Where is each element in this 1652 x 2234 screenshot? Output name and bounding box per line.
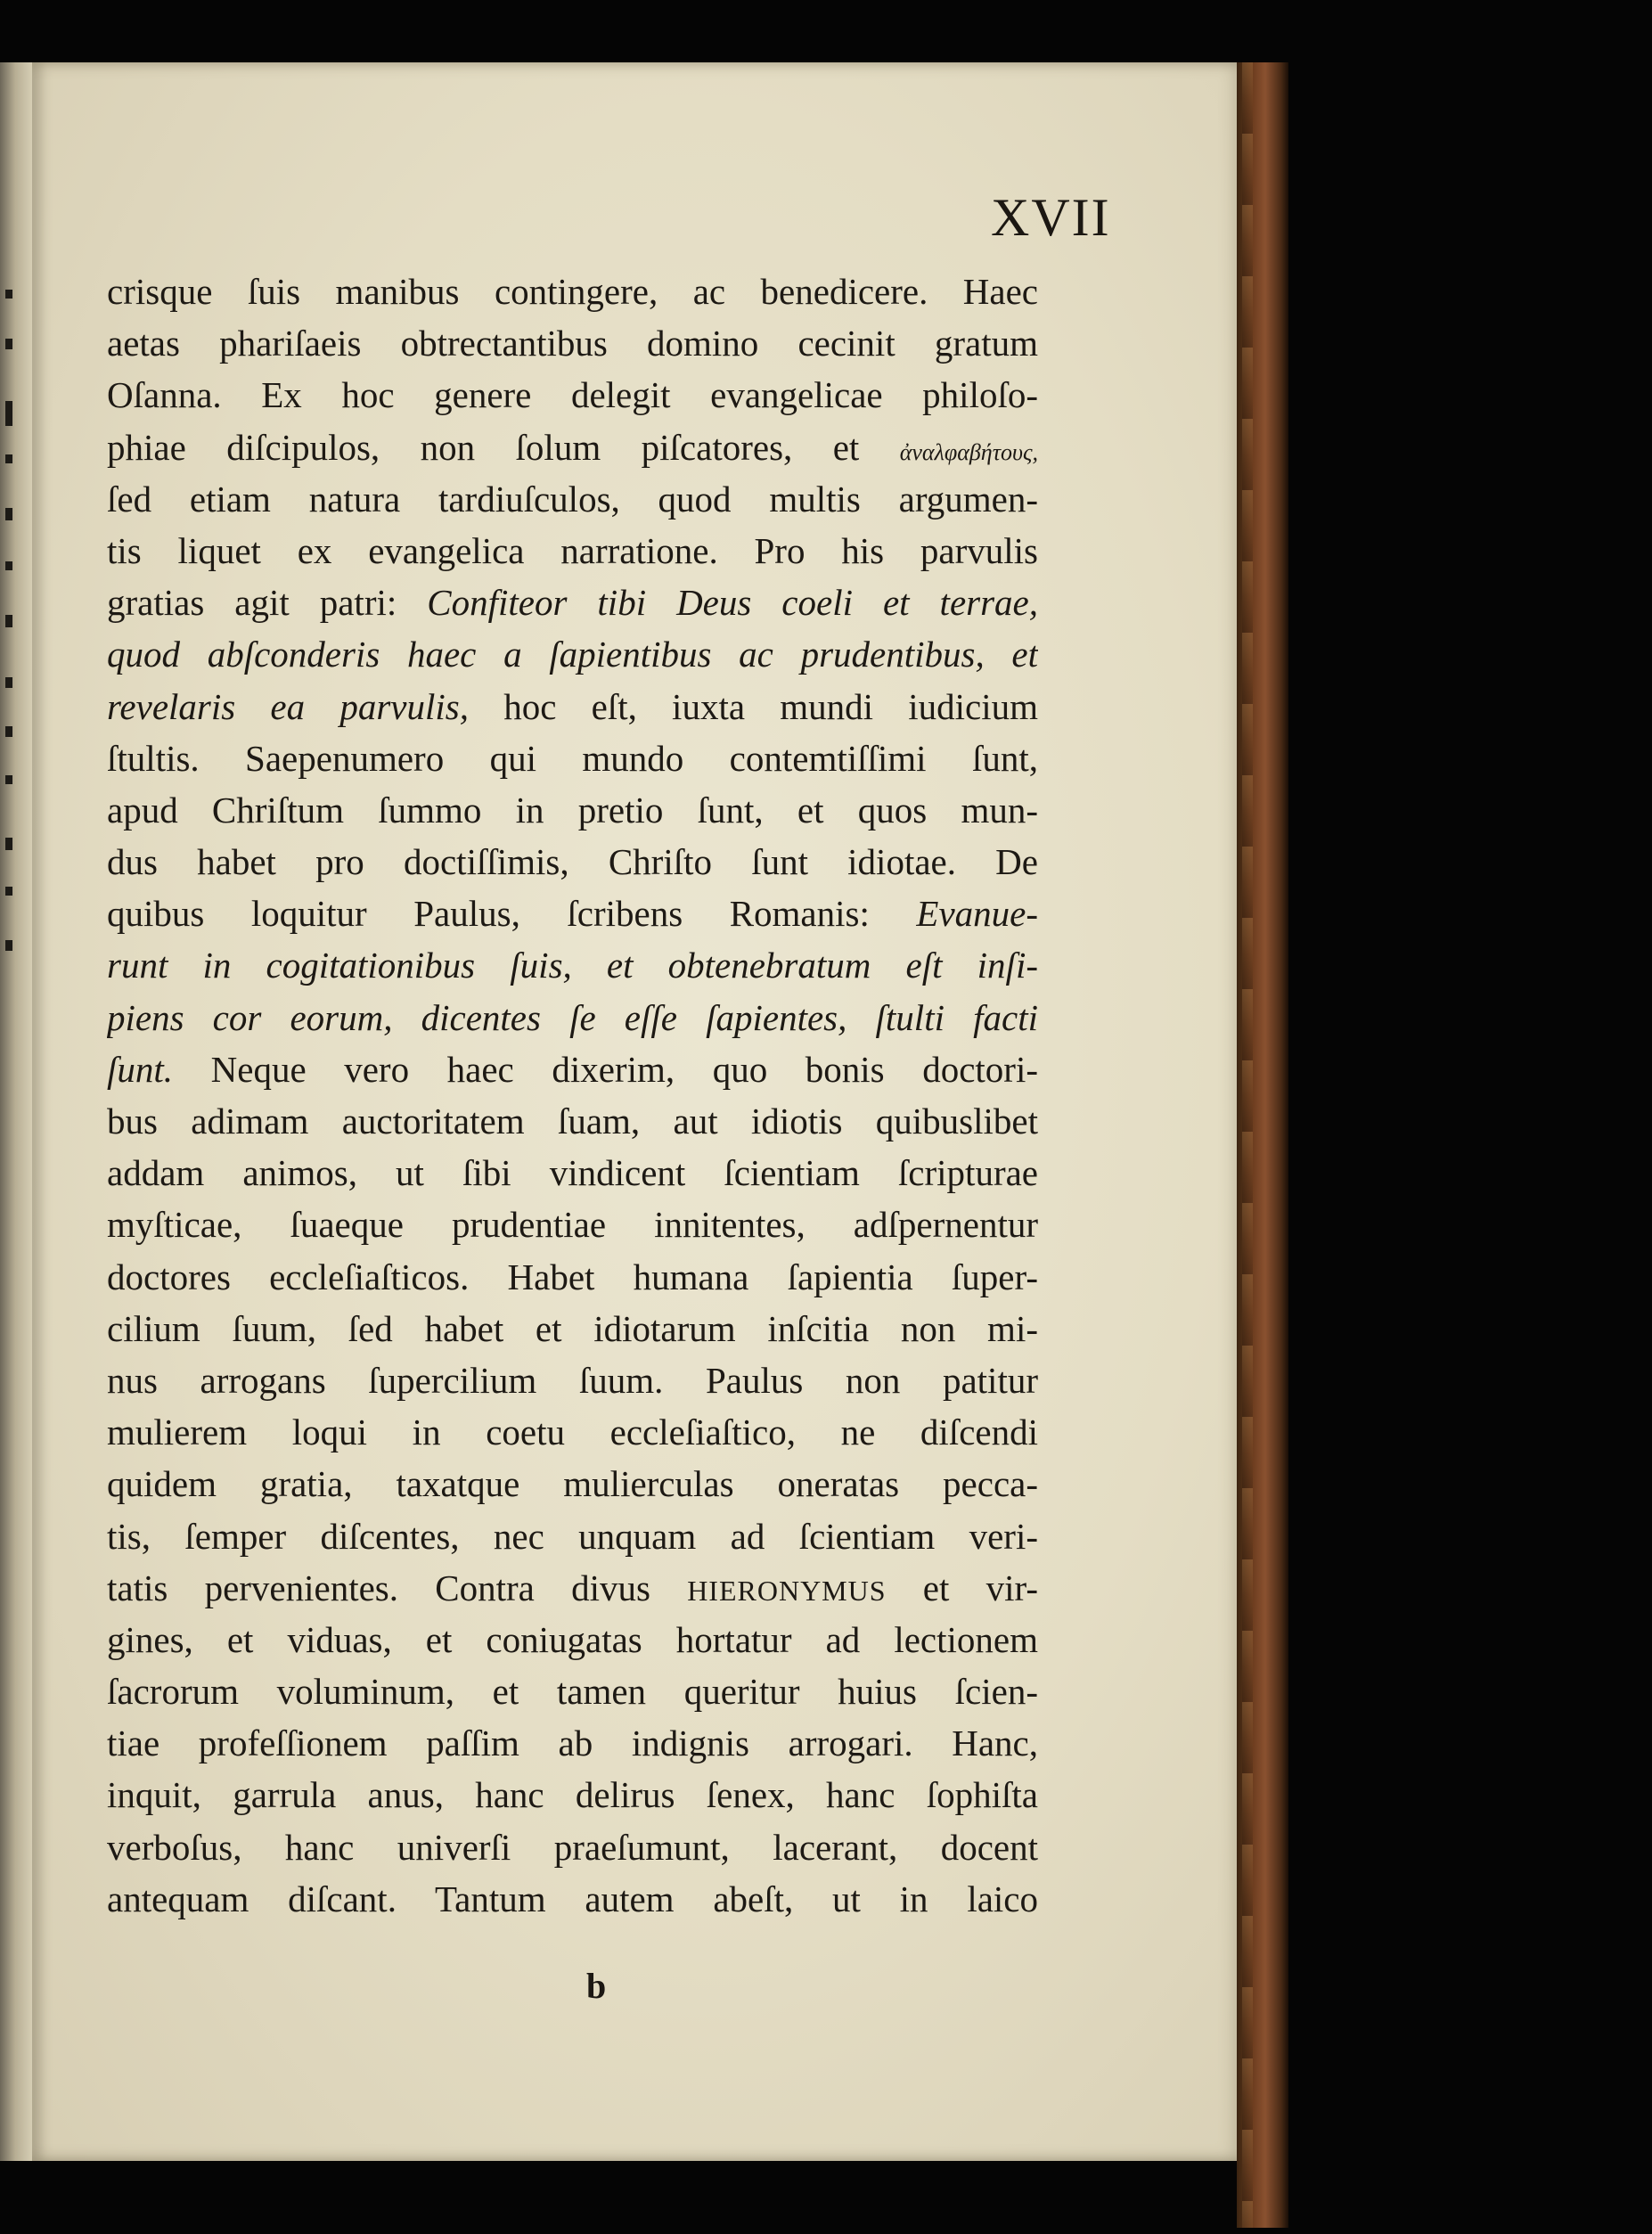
- text-line: [107, 266, 1038, 317]
- text-segment: ſed etiam natura tardiuſculos, quod multis argumen-: [107, 478, 1038, 520]
- text-line: [107, 732, 1038, 784]
- text-segment: ſunt.: [107, 1048, 174, 1090]
- text-line: [107, 577, 1038, 628]
- text-line: [107, 1406, 1038, 1458]
- text-line: [107, 1562, 1038, 1614]
- text-segment: quod abſconderis haec a ſapientibus ac prudentibus, et: [107, 634, 1038, 675]
- text-segment: ſacrorum voluminum, et tamen queritur huius ſcien-: [107, 1671, 1038, 1713]
- text-segment: gines, et viduas, et coniugatas hortatur ad lectionem: [107, 1618, 1038, 1660]
- text-segment: et vir-: [886, 1567, 1038, 1608]
- text-line: [107, 1147, 1038, 1199]
- text-line: [107, 628, 1038, 680]
- text-line: [107, 1043, 1038, 1095]
- text-line: [107, 784, 1038, 836]
- body-text: [107, 266, 1038, 1925]
- text-line: [107, 369, 1038, 421]
- text-segment: dus habet pro doctiſſimis, Chriſto ſunt idiotae. De: [107, 841, 1038, 883]
- text-segment: ἀναλφαβήτους,: [899, 438, 1038, 465]
- text-line: [107, 1769, 1038, 1821]
- text-segment: tis liquet ex evangelica narratione. Pro his parvulis: [107, 529, 1038, 571]
- text-segment: tiae profeſſionem paſſim ab indignis arrogari. Hanc,: [107, 1723, 1038, 1764]
- text-segment: tatis pervenientes. Contra divus: [107, 1567, 688, 1608]
- text-line: [107, 1717, 1038, 1769]
- text-line: [107, 1665, 1038, 1717]
- text-segment: doctores eccleſiaſticos. Habet humana ſapientia ſuper-: [107, 1256, 1038, 1297]
- text-line: [107, 1251, 1038, 1303]
- text-segment: Oſanna. Ex hoc genere delegit evangelicae philoſo-: [107, 374, 1038, 416]
- text-line: [107, 992, 1038, 1043]
- text-line: [107, 473, 1038, 525]
- text-line: [107, 317, 1038, 369]
- text-segment: hoc eſt, iuxta mundi iudicium: [468, 685, 1038, 727]
- text-line: [107, 1095, 1038, 1147]
- text-segment: quibus loquitur Paulus, ſcribens Romanis:: [107, 893, 917, 935]
- facing-page-edge: [0, 62, 34, 2161]
- text-segment: HIERONYMUS: [687, 1574, 887, 1607]
- text-segment: runt in cogitationibus ſuis, et obtenebratum eſt inſi-: [107, 945, 1038, 986]
- text-segment: apud Chriſtum ſummo in pretio ſunt, et quos mun-: [107, 789, 1038, 831]
- text-line: [107, 939, 1038, 991]
- text-segment: cilium ſuum, ſed habet et idiotarum inſcitia non mi-: [107, 1307, 1038, 1349]
- text-segment: aetas phariſaeis obtrectantibus domino cecinit gratum: [107, 323, 1038, 364]
- text-segment: crisque ſuis manibus contingere, ac benedicere. Haec: [107, 271, 1038, 312]
- text-line: [107, 681, 1038, 732]
- text-segment: Confiteor tibi Deus coeli et terrae,: [427, 582, 1038, 624]
- text-line: [107, 836, 1038, 888]
- text-line: [107, 1873, 1038, 1925]
- text-segment: mulierem loqui in coetu eccleſiaſtico, ne diſcendi: [107, 1412, 1038, 1453]
- text-segment: nus arrogans ſupercilium ſuum. Paulus non patitur: [107, 1359, 1038, 1401]
- text-segment: bus adimam auctoritatem ſuam, aut idiotis quibuslibet: [107, 1101, 1038, 1142]
- book-spine: [1237, 62, 1288, 2228]
- text-segment: addam animos, ut ſibi vindicent ſcientiam ſcripturae: [107, 1152, 1038, 1194]
- text-segment: phiae diſcipulos, non ſolum piſcatores, et: [107, 426, 900, 468]
- text-segment: myſticae, ſuaeque prudentiae innitentes, adſpernentur: [107, 1204, 1038, 1246]
- text-segment: Neque vero haec dixerim, quo bonis doctori-: [173, 1048, 1038, 1090]
- text-line: [107, 1199, 1038, 1250]
- text-segment: inquit, garrula anus, hanc delirus ſenex, hanc ſophiſta: [107, 1774, 1038, 1816]
- text-line: [107, 888, 1038, 939]
- text-segment: verboſus, hanc univerſi praeſumunt, lacerant, docent: [107, 1826, 1038, 1868]
- text-segment: revelaris ea parvulis,: [107, 685, 469, 727]
- text-line: [107, 1303, 1038, 1354]
- text-segment: gratias agit patri:: [107, 582, 428, 624]
- text-segment: ſtultis. Saepenumero qui mundo contemtiſſimi ſunt,: [107, 737, 1038, 779]
- text-line: [107, 1458, 1038, 1510]
- text-line: [107, 421, 1038, 473]
- text-line: [107, 1614, 1038, 1665]
- text-segment: piens cor eorum, dicentes ſe eſſe ſapientes, ſtulti facti: [107, 996, 1038, 1038]
- text-line: [107, 1354, 1038, 1406]
- text-segment: antequam diſcant. Tantum autem abeſt, ut in laico: [107, 1878, 1038, 1919]
- page-number: XVII: [991, 188, 1111, 247]
- text-segment: tis, ſemper diſcentes, nec unquam ad ſcientiam veri-: [107, 1515, 1038, 1557]
- text-segment: quidem gratia, taxatque mulierculas oneratas pecca-: [107, 1463, 1038, 1505]
- text-line: [107, 525, 1038, 577]
- text-segment: Evanue-: [916, 893, 1038, 935]
- signature-mark: b: [586, 1966, 607, 2006]
- text-line: [107, 1821, 1038, 1873]
- text-line: [107, 1510, 1038, 1562]
